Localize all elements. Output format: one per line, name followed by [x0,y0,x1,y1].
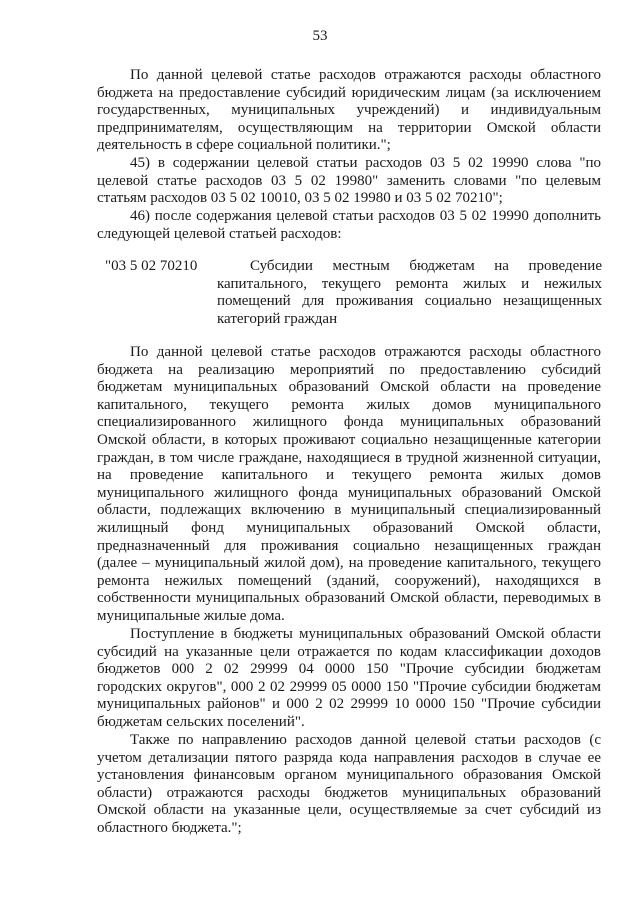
description-line: помещений для проживания социально незащищенных [217,293,602,310]
paragraph-line: капитального, текущего ремонта жилых домов муниципального [97,396,601,413]
paragraph-line: По данной целевой статье расходов отражаются расходы областного [130,344,601,360]
paragraph-line: предназначенный для проживания социально незащищенных граждан [97,537,601,554]
paragraph-line: По данной целевой статье расходов отражаются расходы областного [130,67,601,83]
paragraph-1 [97,67,601,155]
paragraph-line: предпринимателям, осуществляющим на территории Омской области [97,119,601,136]
paragraph-line: бюджетов 000 2 02 29999 04 0000 150 "Прочие субсидии бюджетам [97,661,601,678]
paragraph-line: государственных, муниципальных учреждений) и индивидуальным [97,102,601,119]
paragraph-line: бюджета на предоставление субсидий юридическим лицам (за исключением [97,84,601,101]
paragraph-line: Также по направлению расходов данной целевой статьи расходов (с [130,732,601,748]
paragraph-line: на проведение капитального и текущего ремонта жилых домов [97,467,601,484]
paragraph-line: области, подлежащих включению в муниципальный специализированный [97,502,601,519]
paragraph-item-46 [97,208,601,243]
paragraph-line: Омской области, в которых проживают социально незащищенные категории [97,431,601,448]
paragraph-4 [97,344,601,626]
paragraph-line: деятельность в сфере социальной политики."; [97,137,391,154]
paragraph-line: граждан, в том числе граждане, находящиеся в трудной жизненной ситуации, [97,449,601,466]
paragraph-line: 45) в содержании целевой статьи расходов 03 5 02 19990 слова "по [130,155,601,171]
paragraph-line: областного бюджета."; [97,819,242,836]
paragraph-line: бюджетам сельских поселений". [97,713,305,730]
paragraph-line: муниципального жилищного фонда муниципальных образований Омской [97,484,601,501]
paragraph-line: городских округов", 000 2 02 29999 05 0000 150 "Прочие субсидии бюджетам [97,678,601,695]
paragraph-line: установления финансовым органом муниципального образования Омской [97,767,601,784]
paragraph-line: бюджета на реализацию мероприятий по предоставлению субсидий [97,361,601,378]
paragraph-line: следующей целевой статьей расходов: [97,225,342,242]
paragraph-line: Поступление в бюджеты муниципальных образований Омской области [130,626,601,642]
paragraph-line: Омской области на указанные цели, осуществляемые за счет субсидий из [97,802,601,819]
paragraph-line: целевой статье расходов 03 5 02 19980" заменить словами "по целевым [97,172,601,189]
paragraph-6 [97,732,601,838]
description-line: категорий граждан [217,310,338,327]
paragraph-5 [97,626,601,732]
paragraph-line: муниципальных районов" и 000 2 02 29999 10 0000 150 "Прочие субсидии [97,696,601,713]
description-line: капитального, текущего ремонта жилых и нежилых [217,275,602,292]
paragraph-line: муниципальные жилые дома. [97,607,285,624]
paragraph-line: собственности муниципальных образований Омской области, переводимых в [97,590,601,607]
paragraph-line: (далее – муниципальный жилой дом), на проведение капитального, текущего [97,555,601,572]
paragraph-line: статьям расходов 03 5 02 10010, 03 5 02 19980 и 03 5 02 70210"; [97,190,503,207]
paragraph-line: 46) после содержания целевой статьи расходов 03 5 02 19990 дополнить [130,208,601,224]
paragraph-line: ремонта нежилых помещений (зданий, сооружений), находящихся в [97,572,601,589]
paragraph-line: области) отражаются расходы бюджетов муниципальных образований [97,784,601,801]
paragraph-line: жилищный фонд муниципальных образований Омской области, [97,519,601,536]
paragraph-line: учетом детализации пятого разряда кода направления расходов в случае ее [97,749,601,766]
description-line: Субсидии местным бюджетам на проведение [250,258,602,274]
paragraph-line: специализированного жилищного фонда муниципальных образований [97,414,601,431]
paragraph-line: субсидий на указанные цели отражается по кодам классификации доходов [97,643,601,660]
target-article-code: "03 5 02 70210 [105,258,198,274]
page-number: 53 [312,28,328,44]
paragraph-item-45 [97,155,601,208]
paragraph-line: бюджетам муниципальных образований Омской области на проведение [97,379,601,396]
target-article-description [217,258,602,328]
